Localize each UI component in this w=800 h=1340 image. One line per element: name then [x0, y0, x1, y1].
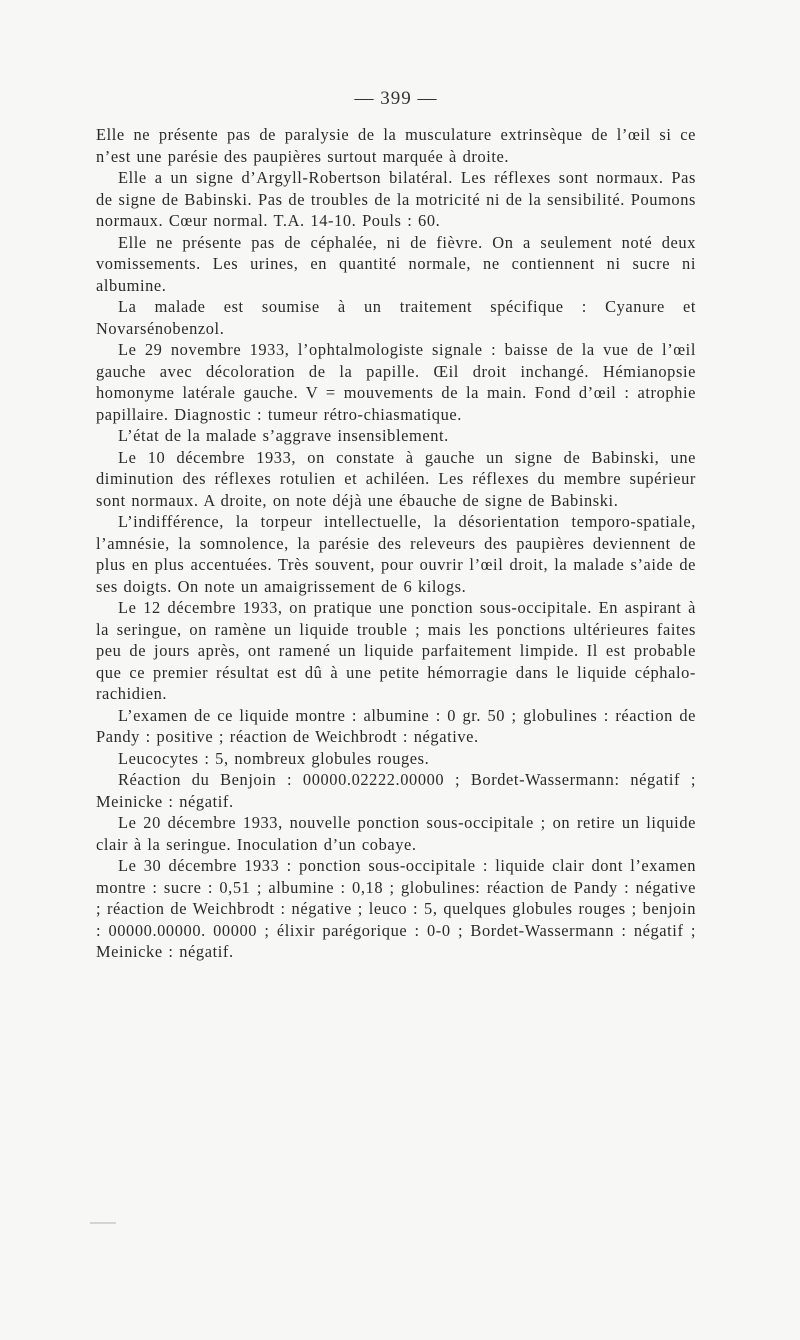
paragraph: Elle ne présente pas de céphalée, ni de fièvre. On a seulement noté deux vomissements. Les urines, en quantité normale, ne contiennent ni sucre ni albumine. — [96, 232, 696, 295]
paragraph: Elle ne présente pas de paralysie de la musculature extrinsèque de l’œil si ce n’est une parésie des paupières surtout marquée à droite. — [96, 125, 696, 166]
paragraph: L’état de la malade s’aggrave insensiblement. — [118, 426, 449, 445]
paragraph: Le 12 décembre 1933, on pratique une ponction sous-occipitale. En aspirant à la seringue, on ramène un liquide trouble ; mais les ponctions ultérieures faites peu de jours après, ont ramené un liquide parfaitement limpide. Il est probable que ce premier résultat est dû à une petite hémorragie dans le liquide céphalo-rachidien. — [96, 598, 696, 703]
page-number: — 399 — — [354, 88, 438, 109]
paragraph: La malade est soumise à un traitement spécifique : Cyanure et Novarsénobenzol. — [96, 297, 696, 338]
scan-smudge — [90, 1222, 116, 1224]
paragraph: Elle a un signe d’Argyll-Robertson bilatéral. Les réflexes sont normaux. Pas de signe de Babinski. Pas de troubles de la motricité ni de la sensibilité. Poumons normaux. Cœur normal. T.A. 14-10. Pouls : 60. — [96, 168, 696, 230]
paragraph: Le 29 novembre 1933, l’ophtalmologiste signale : baisse de la vue de l’œil gauche avec décoloration de la papille. Œil droit inchangé. Hémianopsie homonyme latérale gauche. V = mouvements de la main. Fond d’œil : atrophie papillaire. Diagnostic : tumeur rétro-chiasmatique. — [96, 340, 696, 424]
paragraph: Le 20 décembre 1933, nouvelle ponction sous-occipitale ; on retire un liquide clair à la seringue. Inoculation d’un cobaye. — [96, 813, 696, 854]
paragraph: L’indifférence, la torpeur intellectuelle, la désorientation temporo-spatiale, l’amnésie, la somnolence, la parésie des releveurs des paupières deviennent de plus en plus accentuées. Très souvent, pour ouvrir l’œil droit, la malade s’aide de ses doigts. On note un amaigrissement de 6 kilogs. — [96, 512, 696, 596]
paragraph: Leucocytes : 5, nombreux globules rouges. — [118, 748, 430, 768]
document-page — [96, 88, 696, 963]
paragraph: Le 10 décembre 1933, on constate à gauche un signe de Babinski, une diminution des réflexes rotulien et achiléen. Les réflexes du membre supérieur sont normaux. A droite, on note déjà une ébauche de signe de Babinski. — [96, 447, 696, 510]
paragraph: Le 30 décembre 1933 : ponction sous-occipitale : liquide clair dont l’examen montre : sucre : 0,51 ; albumine : 0,18 ; globulines: réaction de Pandy : négative ; réaction de Weichbrodt : négative ; leuco : 5, quelques globules rouges ; benjoin : 00000.00000. 00000 ; élixir parégorique : 0-0 ; Bordet-Wassermann : négatif ; Meinicke : négatif. — [96, 856, 696, 961]
paragraph: L’examen de ce liquide montre : albumine : 0 gr. 50 ; globulines : réaction de Pandy : positive ; réaction de Weichbrodt : négative. — [96, 705, 696, 746]
paragraph: Réaction du Benjoin : 00000.02222.00000 ; Bordet-Wassermann: négatif ; Meinicke : négatif. — [96, 770, 696, 811]
